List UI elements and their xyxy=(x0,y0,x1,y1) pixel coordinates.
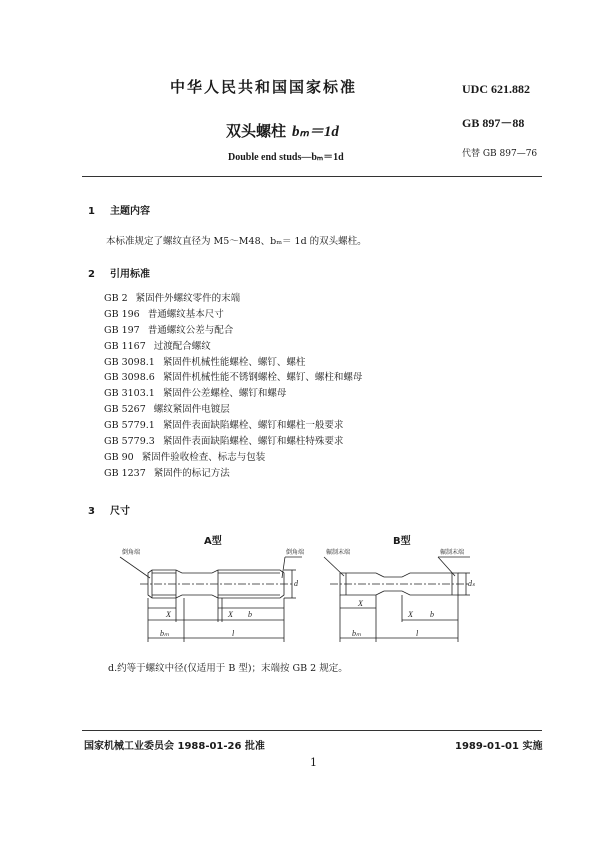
list-item xyxy=(104,355,362,371)
section-2-number: 2 xyxy=(88,269,95,280)
section-1-number: 1 xyxy=(88,206,95,217)
dim-x-label-b2: X xyxy=(408,610,413,619)
ref-code: GB 2 xyxy=(104,293,128,304)
section-3-title: 尺寸 xyxy=(110,506,130,517)
type-a-label: A型 xyxy=(204,536,222,547)
dim-l-label-b: l xyxy=(416,629,419,638)
type-a-stud-drawing xyxy=(120,557,302,642)
section-3-heading xyxy=(88,502,130,517)
dim-x-label-a2: X xyxy=(228,610,233,619)
label-chamfer-end-right: 倒角端 xyxy=(286,550,305,556)
stud-dimension-figure xyxy=(0,540,600,652)
ref-name: 紧固件机械性能不锈钢螺栓、螺钉、螺柱和螺母 xyxy=(162,372,363,384)
ref-name: 紧固件机械性能螺栓、螺钉、螺柱 xyxy=(162,356,306,368)
ref-name: 紧固件验收检查、标志与包装 xyxy=(141,451,266,463)
list-item xyxy=(104,402,362,418)
ref-name: 紧固件表面缺陷螺栓、螺钉和螺柱一般要求 xyxy=(162,420,344,432)
dim-ds-label: dₛ xyxy=(468,579,475,588)
list-item xyxy=(104,386,362,402)
section-2-title: 引用标准 xyxy=(110,269,150,280)
replaces-standard: 代替 GB 897—76 xyxy=(462,149,538,159)
title-zh: 双头螺柱 xyxy=(226,122,287,140)
dim-x-label-b1: X xyxy=(358,599,363,608)
dim-x-label-a1: X xyxy=(166,610,171,619)
footer-divider xyxy=(82,730,542,731)
dim-b-label-b: b xyxy=(430,610,434,619)
ref-name: 螺纹紧固件电镀层 xyxy=(153,404,230,416)
list-item xyxy=(104,307,362,323)
header-divider xyxy=(82,176,542,177)
type-b-stud-drawing xyxy=(324,557,470,642)
section-3-number: 3 xyxy=(88,506,95,517)
ref-name: 过渡配合螺纹 xyxy=(153,340,211,352)
list-item xyxy=(104,418,362,434)
section-1-heading xyxy=(88,202,150,217)
standard-org-title: 中华人民共和国国家标准 xyxy=(170,78,358,96)
dim-d-label: d xyxy=(294,579,298,588)
approval-text: 国家机械工业委员会 1988-01-26 批准 xyxy=(84,741,265,752)
list-item xyxy=(104,466,362,482)
ref-code: GB 3098.6 xyxy=(104,372,155,384)
ref-code: GB 5779.3 xyxy=(104,436,155,448)
section-1-title: 主题内容 xyxy=(110,206,150,217)
dim-bm-label-b: bₘ xyxy=(352,629,361,638)
type-b-label: B型 xyxy=(393,536,411,547)
dim-bm-label-a: bₘ xyxy=(160,629,169,638)
ref-code: GB 196 xyxy=(104,308,140,320)
list-item xyxy=(104,450,362,466)
label-chamfer-end-left: 倒角端 xyxy=(122,550,141,556)
ref-name: 普通螺纹公差与配合 xyxy=(147,324,234,336)
ref-name: 紧固件的标记方法 xyxy=(153,467,230,479)
list-item xyxy=(104,323,362,339)
ref-code: GB 3103.1 xyxy=(104,388,155,400)
title-formula: bₘ＝1d xyxy=(292,124,339,140)
list-item xyxy=(104,370,362,386)
label-rolled-end-right: 辗制末端 xyxy=(440,550,465,556)
ref-code: GB 1237 xyxy=(104,467,146,479)
title-english: Double end studs—bₘ＝1d xyxy=(228,152,344,163)
list-item xyxy=(104,434,362,450)
reference-list xyxy=(104,291,362,482)
ref-code: GB 90 xyxy=(104,451,134,463)
dim-l-label-a: l xyxy=(232,629,235,638)
label-rolled-end-left: 辗制末端 xyxy=(326,550,351,556)
ref-name: 紧固件表面缺陷螺栓、螺钉和螺柱特殊要求 xyxy=(162,436,344,448)
ref-code: GB 197 xyxy=(104,324,140,336)
figure-note: d.约等于螺纹中径(仅适用于 B 型)；末端按 GB 2 规定。 xyxy=(108,663,348,674)
ref-code: GB 3098.1 xyxy=(104,356,155,368)
udc-code: UDC 621.882 xyxy=(462,82,530,96)
ref-name: 普通螺纹基本尺寸 xyxy=(147,308,224,320)
effective-date: 1989-01-01 实施 xyxy=(455,741,543,752)
document-title xyxy=(226,120,339,141)
dim-b-label-a: b xyxy=(248,610,252,619)
ref-name: 紧固件公差螺栓、螺钉和螺母 xyxy=(162,388,287,400)
page-number: 1 xyxy=(310,756,317,769)
ref-code: GB 5779.1 xyxy=(104,420,155,432)
gb-number: GB 897－88 xyxy=(462,116,525,130)
section-1-body: 本标准规定了螺纹直径为 M5～M48、bₘ＝ 1d 的双头螺柱。 xyxy=(106,236,367,247)
ref-code: GB 5267 xyxy=(104,404,146,416)
ref-name: 紧固件外螺纹零件的末端 xyxy=(135,293,241,304)
ref-code: GB 1167 xyxy=(104,340,146,352)
section-2-heading xyxy=(88,265,150,280)
list-item xyxy=(104,291,362,307)
list-item xyxy=(104,339,362,355)
